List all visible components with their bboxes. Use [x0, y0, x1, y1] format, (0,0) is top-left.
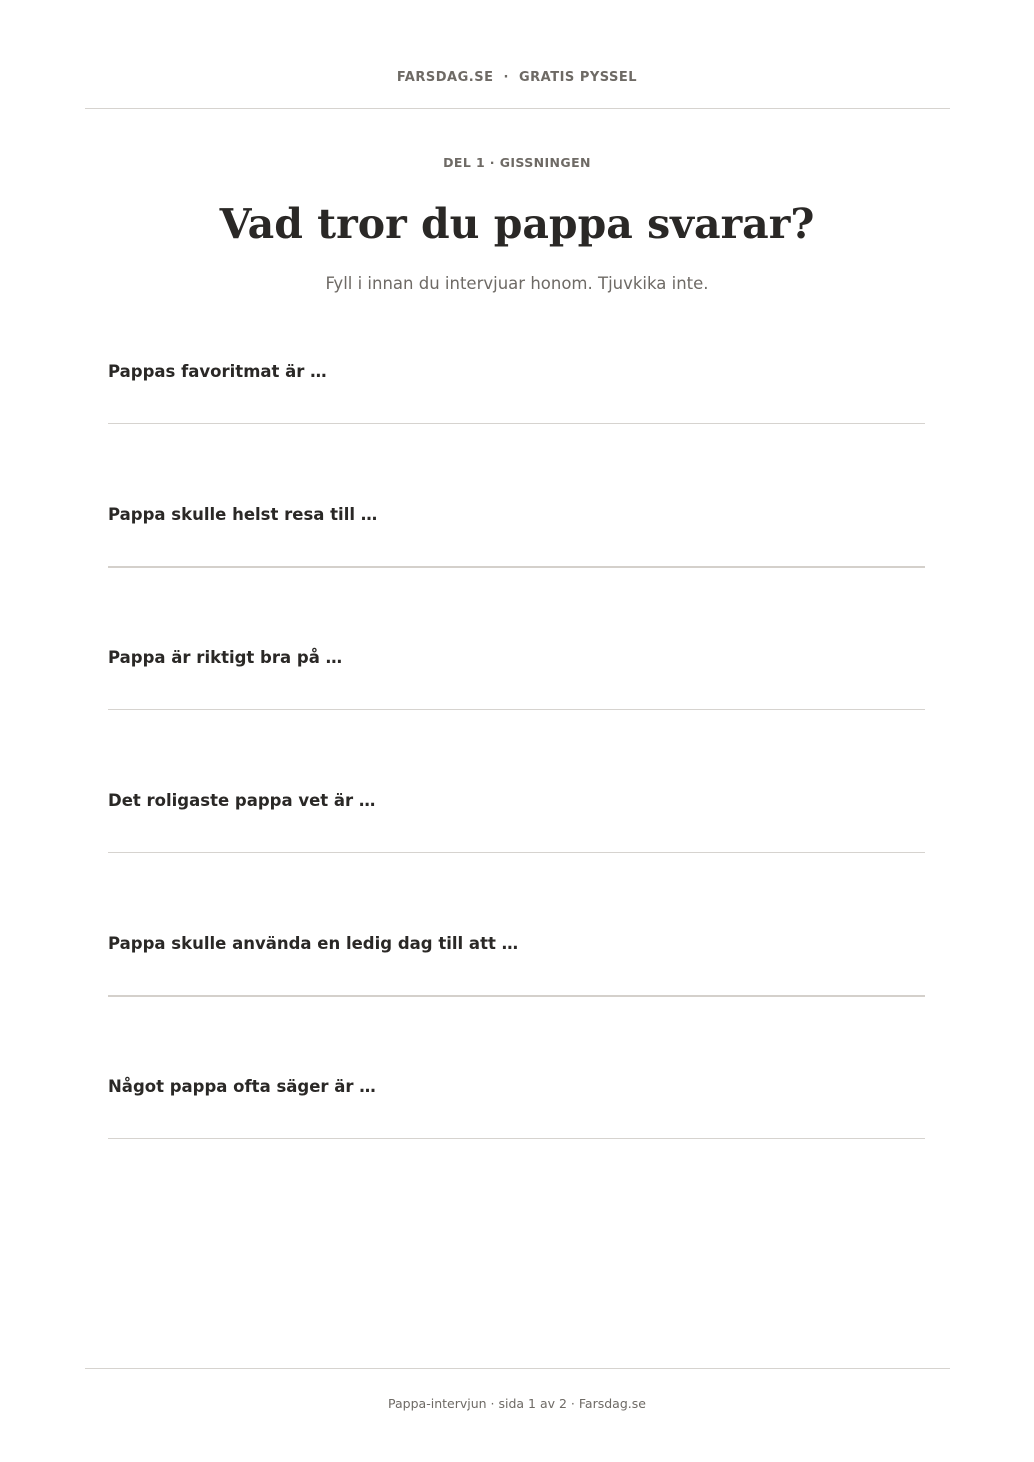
question-item — [108, 362, 925, 505]
answer-line[interactable] — [108, 995, 925, 997]
section-kicker: DEL 1 · GISSNINGEN — [443, 155, 591, 170]
answer-line[interactable] — [108, 566, 925, 568]
answer-line[interactable] — [108, 423, 925, 424]
question-item — [108, 1077, 925, 1220]
answer-line[interactable] — [108, 852, 925, 853]
page-subtitle: Fyll i innan du intervjuar honom. Tjuvkika inte. — [325, 274, 709, 293]
question-item — [108, 934, 925, 1077]
question-item — [108, 791, 925, 934]
footer-divider — [85, 1368, 950, 1369]
question-label: Pappas favoritmat är … — [108, 362, 327, 381]
question-label: Något pappa ofta säger är … — [108, 1077, 376, 1096]
question-label: Det roligaste pappa vet är … — [108, 791, 376, 810]
question-item — [108, 648, 925, 791]
question-label: Pappa skulle helst resa till … — [108, 505, 378, 524]
question-list — [108, 362, 925, 1220]
answer-line[interactable] — [108, 1138, 925, 1139]
question-item — [108, 505, 925, 648]
page-footer: Pappa-intervjun · sida 1 av 2 · Farsdag.se — [388, 1396, 646, 1411]
site-header: FARSDAG.SE · GRATIS PYSSEL — [396, 70, 638, 85]
question-label: Pappa skulle använda en ledig dag till att … — [108, 934, 519, 953]
header-divider — [85, 108, 950, 109]
question-label: Pappa är riktigt bra på … — [108, 648, 343, 667]
answer-line[interactable] — [108, 709, 925, 710]
page-title: Vad tror du pappa svarar? — [219, 200, 815, 248]
